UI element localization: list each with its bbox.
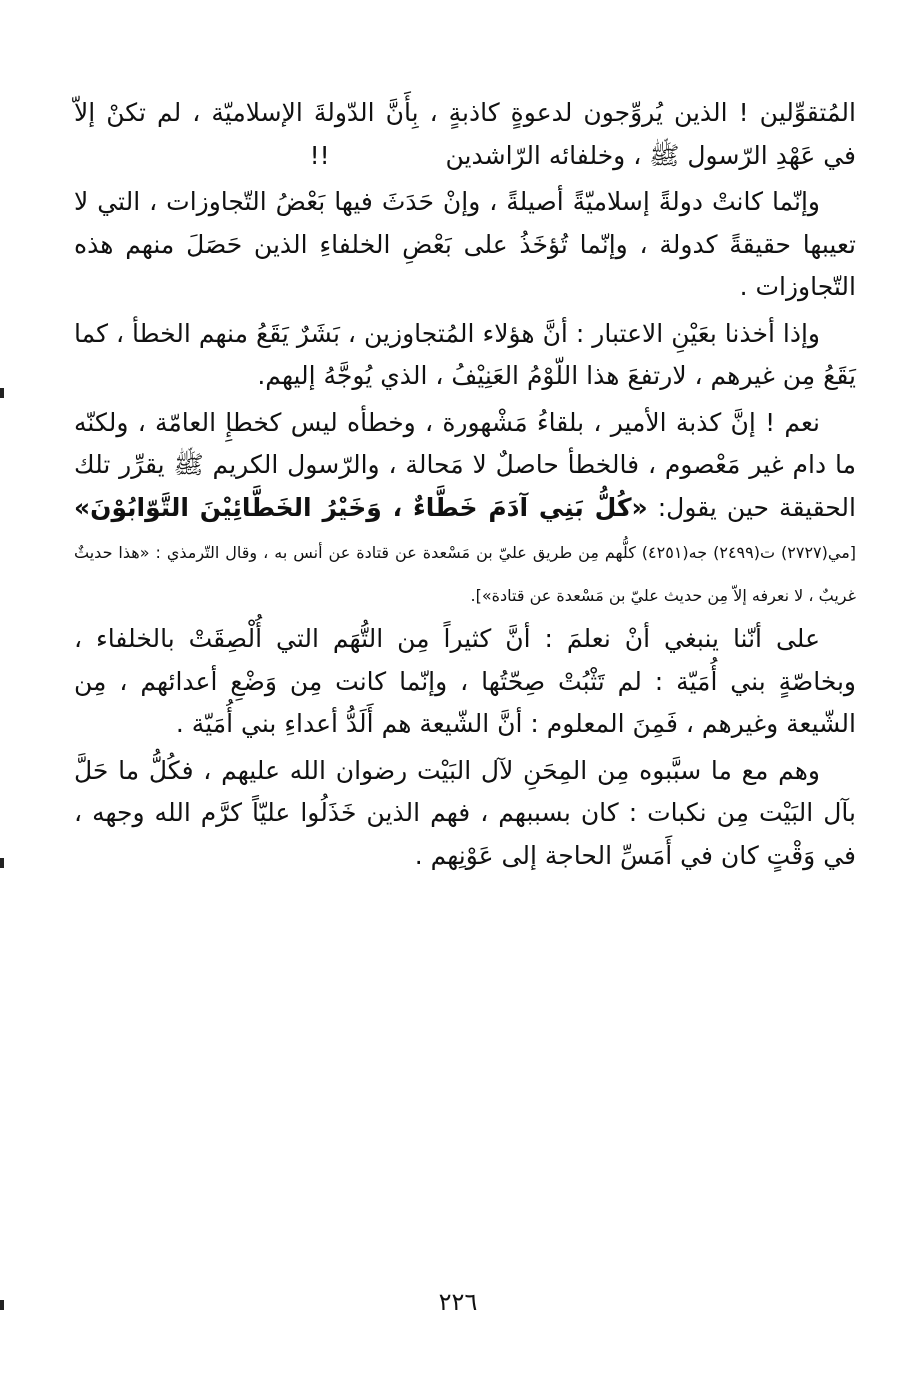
paragraph-3-text: وإذا أخذنا بعَيْنِ الاعتبار : أنَّ هؤلاء المُتجاوزين ، بَشَرٌ يَقَعُ منهم الخطأ ، كما يَقَعُ مِن غيرهم ، لارتفعَ هذا اللّوْمُ العَنِيْفُ ، الذي يُوجَّهُ إليهم. xyxy=(74,318,856,390)
margin-mark xyxy=(0,858,4,868)
paragraph-2 xyxy=(74,181,856,309)
paragraph-5-text: على أنّنا ينبغي أنْ نعلمَ : أنَّ كثيراً مِن التُّهَم التي أُلْصِقَتْ بالخلفاء ، وبخاصّةٍ بني أُمَيّة : لم تَثْبُتْ صِحّتُها ، وإنّما كانت مِن وَضْعِ أعدائهم ، مِن الشّيعة وغيرهم ، فَمِنَ المعلوم : أنَّ الشّيعة هم أَلَدُّ أعداءِ بني أُمَيّة . xyxy=(74,624,856,738)
hadith-quote: «كُلُّ بَنِي آدَمَ خَطَّاءٌ ، وَخَيْرُ الخَطَّائِيْنَ التَّوّابُوْنَ» xyxy=(74,492,648,522)
paragraph-5 xyxy=(74,618,856,746)
margin-mark xyxy=(0,1300,4,1310)
margin-mark xyxy=(0,388,4,398)
paragraph-3 xyxy=(74,313,856,398)
paragraph-1 xyxy=(74,92,856,177)
hadith-reference: [مي(٢٧٢٧) ت(٢٤٩٩) جه(٤٢٥١) كلُّهم مِن طريق عليّ بن مَسْعدة عن قتادة عن أنس به ، وقال التّرمذي : «هذا حديثٌ غريبٌ ، لا نعرفه إلاّ مِن حديث عليّ بن مَسْعدة عن قتادة»]. xyxy=(74,543,857,605)
paragraph-1-exclamation: !! xyxy=(309,140,330,170)
paragraph-6-text: وهم مع ما سبَّبوه مِن المِحَنِ لآل البَيْت رضوان الله عليهم ، فكُلُّ ما حَلَّ بآل البَيْت مِن نكبات : كان بسببهم ، فهم الذين خَذَلُوا عليّاً كرَّم الله وجهه ، في وَقْتٍ كان في أَمَسِّ الحاجة إلى عَوْنِهم . xyxy=(74,755,856,870)
paragraph-4 xyxy=(74,402,856,615)
paragraph-1-text: المُتقوِّلين ! الذين يُروِّجون لدعوةٍ كاذبةٍ ، بِأَنَّ الدّولةَ الإسلاميّة ، لم تكنْ إلاّ في عَهْدِ الرّسول ﷺ ، وخلفائه الرّاشدين xyxy=(74,98,856,170)
page-body xyxy=(74,92,856,877)
page-number: ٢٢٦ xyxy=(438,1288,478,1316)
paragraph-6 xyxy=(74,750,856,878)
paragraph-4-text: نعم ! إنَّ كذبة الأمير ، بلقاءُ مَشْهورة ، وخطأه ليس كخطإِ العامّة ، ولكنّه ما دام غير مَعْصوم ، فالخطأ حاصلٌ لا مَحالة ، والرّسول الكريم ﷺ يقرِّر تلك الحقيقة حين يقول: xyxy=(74,407,856,522)
paragraph-2-text: وإنّما كانتْ دولةً إسلاميّةً أصيلةً ، وإنْ حَدَثَ فيها بَعْضُ التّجاوزات ، التي لا تعيبها حقيقةً كدولة ، وإنّما تُؤخَذُ على بَعْضِ الخلفاءِ الذين حَصَلَ منهم هذه التّجاوزات . xyxy=(74,187,856,301)
